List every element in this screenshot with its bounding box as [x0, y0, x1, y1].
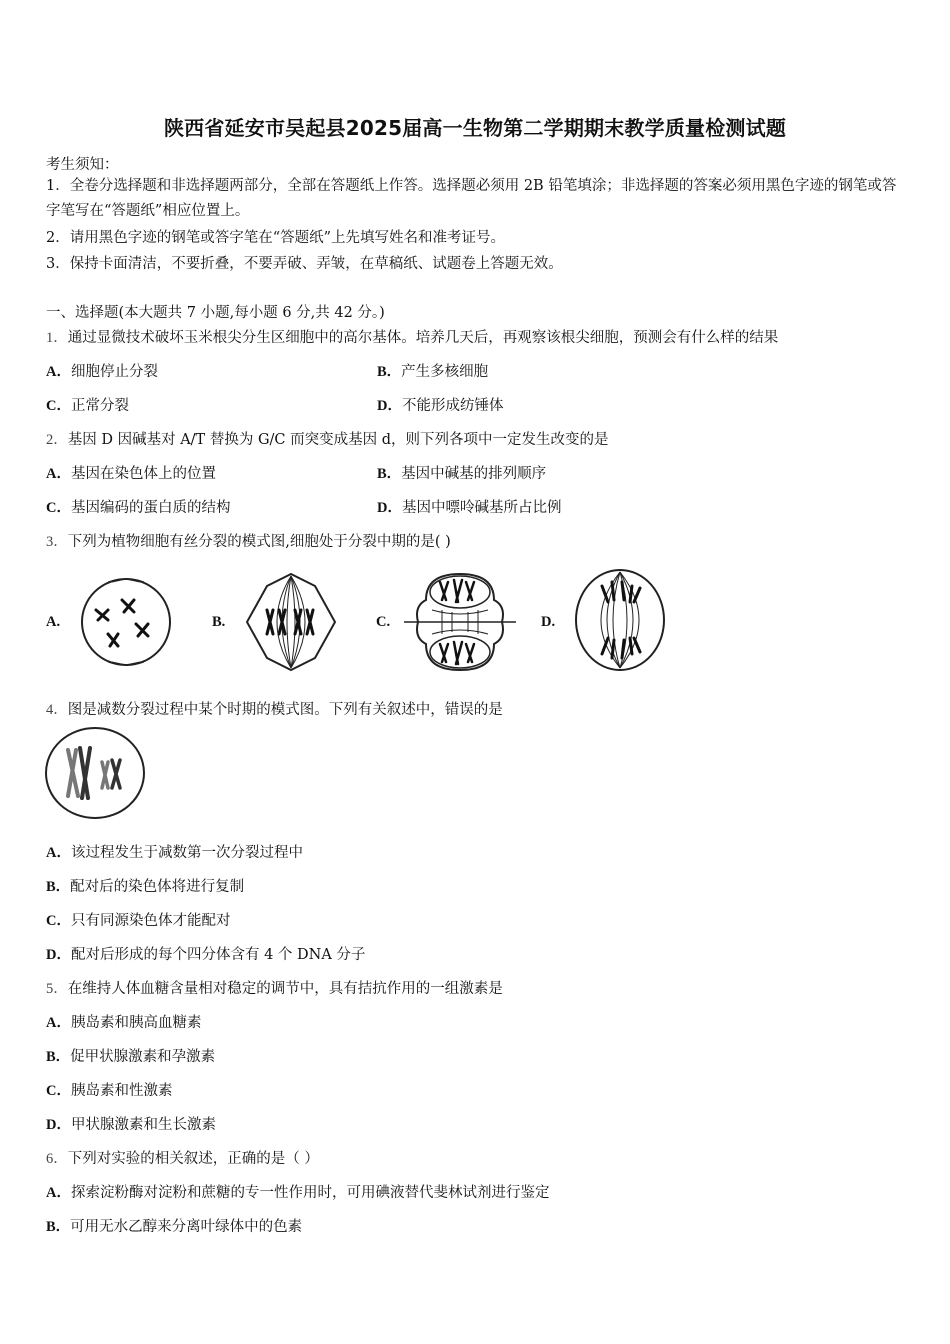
q5-option-a[interactable]	[46, 1011, 201, 1032]
option-label: D．	[46, 947, 71, 963]
q3-label-c[interactable]: C.	[376, 614, 391, 630]
question-6	[46, 1147, 319, 1168]
option-label: A．	[46, 364, 71, 380]
option-label: A．	[46, 845, 71, 861]
q1-option-d[interactable]	[377, 394, 503, 415]
notice-item-1: 1．全卷分选择题和非选择题两部分，全部在答题纸上作答。选择题必须用 2B 铅笔填涂；非选择题的答案必须用黑色字迹的钢笔或答字笔写在“答题纸”相应位置上。	[46, 178, 897, 219]
question-stem: 下列对实验的相关叙述，正确的是（ ）	[67, 1151, 319, 1167]
option-label: C．	[46, 500, 71, 516]
q5-option-c[interactable]	[46, 1079, 172, 1100]
cell-diagram-c[interactable]	[402, 570, 518, 674]
option-text: 配对后形成的每个四分体含有 4 个 DNA 分子	[70, 947, 366, 963]
option-label: B．	[377, 364, 402, 380]
question-number: 6．	[46, 1151, 68, 1167]
option-label: C．	[46, 398, 71, 414]
page-title: 陕西省延安市吴起县2025届高一生物第二学期期末教学质量检测试题	[163, 116, 787, 140]
q4-option-c[interactable]	[46, 909, 230, 930]
option-text: 基因编码的蛋白质的结构	[70, 500, 231, 516]
option-label: B．	[46, 879, 71, 895]
option-text: 探索淀粉酶对淀粉和蔗糖的专一性作用时，可用碘液替代斐林试剂进行鉴定	[70, 1185, 550, 1201]
cell-diagram-b[interactable]	[243, 572, 339, 672]
q3-label-b[interactable]: B.	[212, 614, 226, 630]
option-text: 产生多核细胞	[401, 364, 489, 380]
question-number: 4．	[46, 702, 68, 718]
question-number: 3．	[46, 534, 68, 550]
q3-label-d[interactable]: D.	[541, 614, 556, 630]
q2-option-c[interactable]	[46, 496, 230, 517]
notice-heading: 考生须知：	[46, 157, 119, 173]
q1-option-a[interactable]	[46, 360, 158, 381]
question-stem: 下列为植物细胞有丝分裂的模式图,细胞处于分裂中期的是( )	[67, 534, 451, 550]
option-label: D．	[377, 500, 402, 516]
q5-option-b[interactable]	[46, 1045, 215, 1066]
option-label: D．	[377, 398, 402, 414]
option-label: C．	[46, 913, 71, 929]
question-5	[46, 977, 503, 998]
q1-option-b[interactable]	[377, 360, 488, 381]
option-text: 促甲状腺激素和孕激素	[70, 1049, 216, 1065]
option-text: 该过程发生于减数第一次分裂过程中	[70, 845, 303, 861]
option-text: 只有同源染色体才能配对	[70, 913, 231, 929]
q2-option-d[interactable]	[377, 496, 561, 517]
option-label: B．	[46, 1219, 71, 1235]
question-1	[46, 326, 778, 347]
question-stem: 在维持人体血糖含量相对稳定的调节中，具有拮抗作用的一组激素是	[67, 981, 503, 997]
option-text: 配对后的染色体将进行复制	[70, 879, 245, 895]
question-stem: 通过显微技术破坏玉米根尖分生区细胞中的高尔基体。培养几天后，再观察该根尖细胞，预测会有什么样的结果	[67, 330, 779, 346]
option-text: 细胞停止分裂	[70, 364, 158, 380]
cell-diagram-a[interactable]	[78, 572, 174, 672]
question-number: 5．	[46, 981, 68, 997]
question-3	[46, 530, 451, 551]
option-text: 基因在染色体上的位置	[70, 466, 216, 482]
question-number: 1．	[46, 330, 68, 346]
option-label: B．	[377, 466, 402, 482]
q2-option-b[interactable]	[377, 462, 546, 483]
option-text: 可用无水乙醇来分离叶绿体中的色素	[70, 1219, 303, 1235]
option-text: 基因中嘌呤碱基所占比例	[401, 500, 562, 516]
option-text: 不能形成纺锤体	[401, 398, 504, 414]
q4-option-a[interactable]	[46, 841, 303, 862]
option-text: 基因中碱基的排列顺序	[401, 466, 547, 482]
option-label: A．	[46, 1015, 71, 1031]
option-text: 正常分裂	[70, 398, 129, 414]
option-text: 胰岛素和胰高血糖素	[70, 1015, 202, 1031]
q5-option-d[interactable]	[46, 1113, 216, 1134]
option-label: B．	[46, 1049, 71, 1065]
q3-label-a[interactable]: A.	[46, 614, 61, 630]
option-label: D．	[46, 1117, 71, 1133]
question-2	[46, 428, 609, 449]
cell-diagram-d[interactable]	[572, 566, 668, 674]
option-text: 胰岛素和性激素	[70, 1083, 173, 1099]
q4-option-d[interactable]	[46, 943, 365, 964]
q2-option-a[interactable]	[46, 462, 216, 483]
q6-option-b[interactable]	[46, 1215, 302, 1236]
notice-item-3: 3．保持卡面清洁，不要折叠，不要弄破、弄皱，在草稿纸、试题卷上答题无效。	[46, 256, 563, 272]
question-4	[46, 698, 503, 719]
q6-option-a[interactable]	[46, 1181, 549, 1202]
question-number: 2．	[46, 432, 68, 448]
question-stem: 图是减数分裂过程中某个时期的模式图。下列有关叙述中，错误的是	[67, 702, 503, 718]
section-heading: 一、选择题(本大题共 7 小题,每小题 6 分,共 42 分。)	[46, 305, 385, 321]
q4-option-b[interactable]	[46, 875, 244, 896]
q1-option-c[interactable]	[46, 394, 129, 415]
option-label: A．	[46, 466, 71, 482]
option-label: A．	[46, 1185, 71, 1201]
option-text: 甲状腺激素和生长激素	[70, 1117, 216, 1133]
notice-item-2: 2．请用黑色字迹的钢笔或答字笔在“答题纸”上先填写姓名和准考证号。	[46, 230, 506, 246]
question-stem: 基因 D 因碱基对 A/T 替换为 G/C 而突变成基因 d，则下列各项中一定发生改变的是	[67, 432, 609, 448]
tetrad-cell-diagram	[44, 726, 146, 820]
option-label: C．	[46, 1083, 71, 1099]
